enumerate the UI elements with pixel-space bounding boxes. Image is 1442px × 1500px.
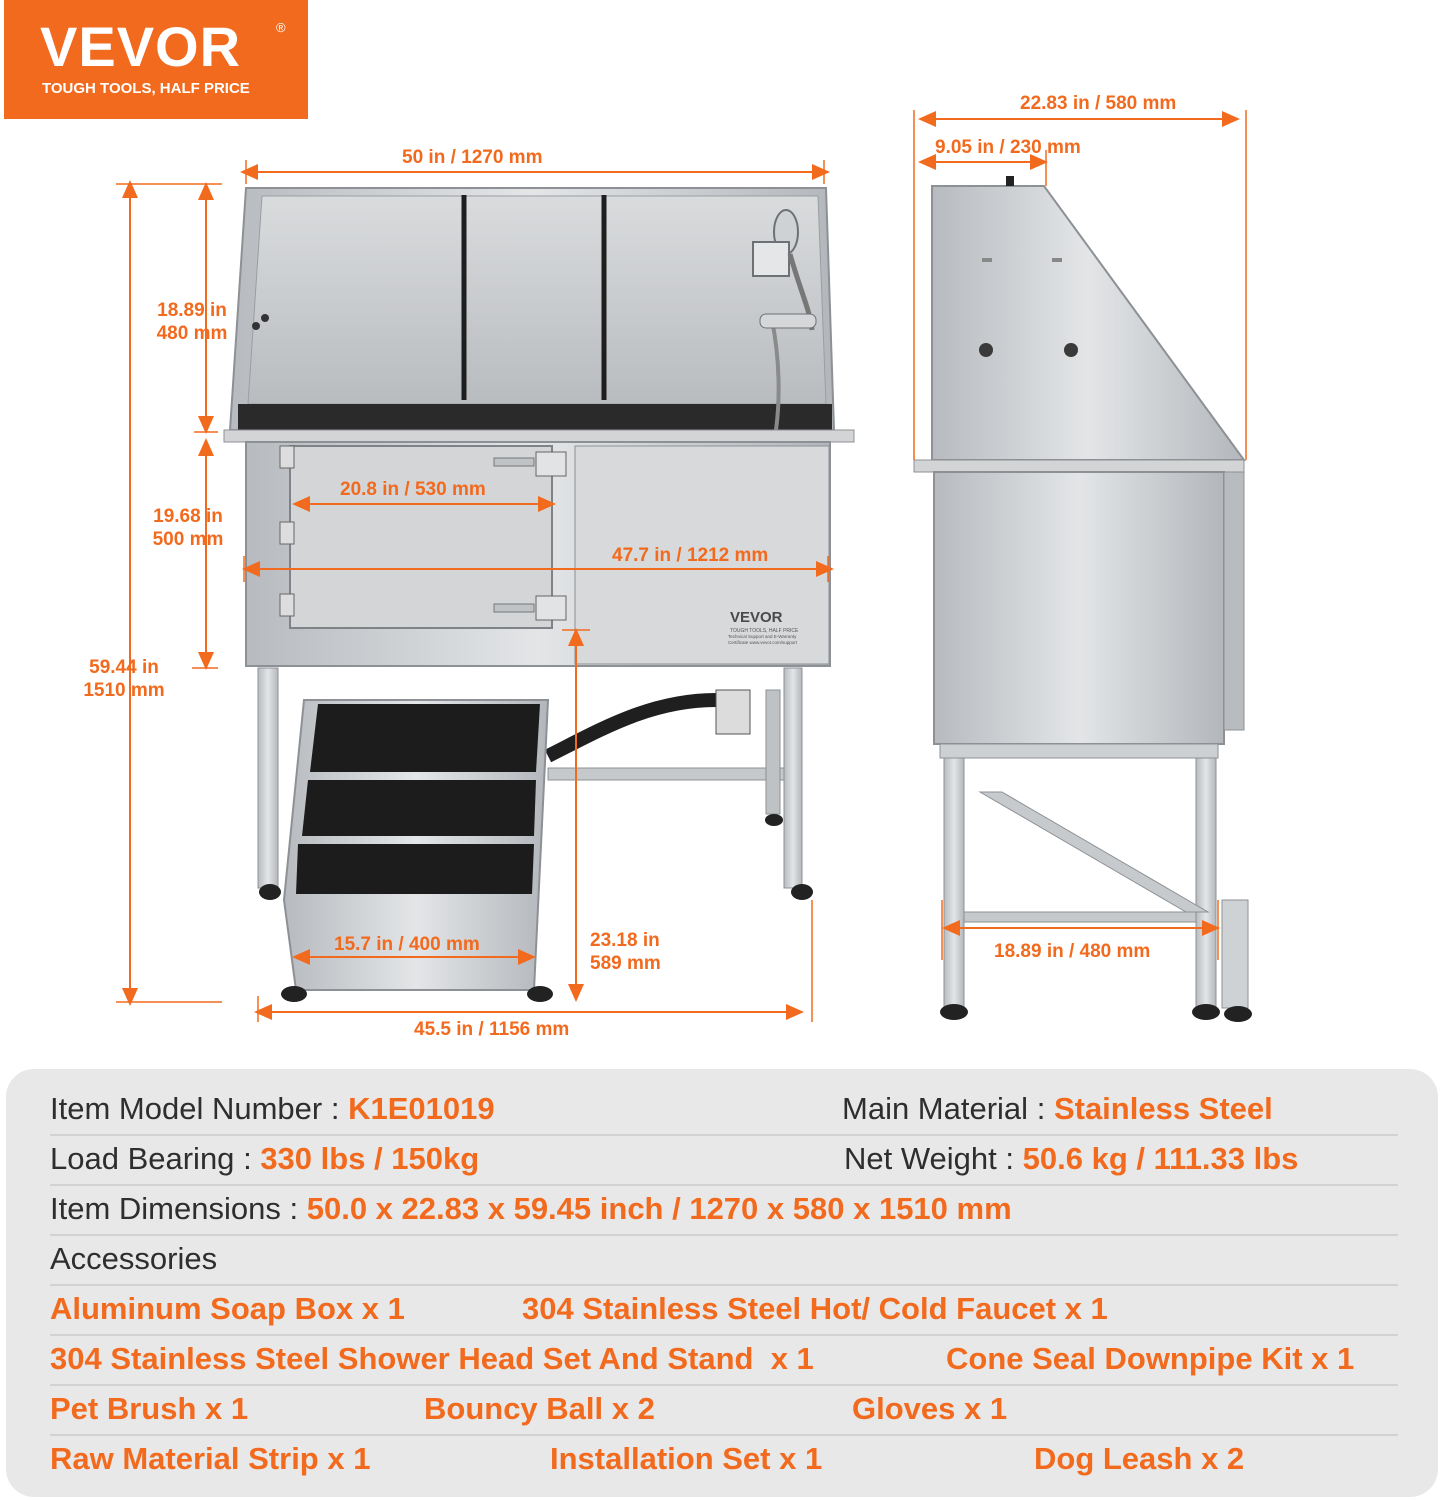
cabinet-height-label (146, 505, 230, 551)
total-height-mm: 1510 mm (83, 680, 165, 701)
registered-mark: ® (276, 20, 286, 35)
accessories-row-4 (50, 1435, 1398, 1484)
spec-panel (6, 1069, 1438, 1497)
tub-front-view (224, 188, 854, 1002)
spec-row-dimensions (50, 1185, 1398, 1236)
dimensions-value: 50.0 x 22.83 x 59.45 inch / 1270 x 580 x 1510 mm (306, 1191, 1012, 1226)
accessory-item: 304 Stainless Steel Hot/ Cold Faucet x 1 (522, 1291, 1108, 1326)
brand-tagline: TOUGH TOOLS, HALF PRICE (42, 80, 250, 97)
accessories-row-3 (50, 1385, 1398, 1436)
spec-row-load (50, 1135, 1398, 1186)
accessory-item: Installation Set x 1 (550, 1441, 823, 1476)
accessory-item: Raw Material Strip x 1 (50, 1441, 371, 1476)
upper-height-inches: 18.89 in (157, 300, 227, 321)
accessories-label: Accessories (50, 1241, 218, 1276)
leg-depth-label: 18.89 in / 480 mm (994, 941, 1151, 962)
base-width-label: 45.5 in / 1156 mm (414, 1019, 570, 1040)
front-width-label: 50 in / 1270 mm (402, 147, 543, 168)
door-width-label: 20.8 in / 530 mm (340, 479, 486, 500)
cabinet-logo: VEVOR (730, 609, 783, 626)
accessory-item: Aluminum Soap Box x 1 (50, 1291, 405, 1326)
accessories-row-2 (50, 1335, 1398, 1386)
accessory-item: Pet Brush x 1 (50, 1391, 249, 1426)
accessory-item: Bouncy Ball x 2 (424, 1391, 655, 1426)
weight-label: Net Weight : 50.6 kg / 111.33 lbs (844, 1141, 1299, 1176)
cabinet-text-1: Technical Support and E-Warranty (728, 634, 797, 639)
cabinet-text-2: Certificate www.vevor.com/support (728, 640, 798, 645)
accessory-item: Cone Seal Downpipe Kit x 1 (946, 1341, 1355, 1376)
material-label: Main Material : Stainless Steel (842, 1091, 1273, 1126)
accessories-row-1 (50, 1285, 1398, 1336)
cabinet-logo-tagline: TOUGH TOOLS, HALF PRICE (730, 628, 799, 634)
bottom-height-mm: 589 mm (590, 953, 661, 974)
accessory-item: Dog Leash x 2 (1034, 1441, 1245, 1476)
spec-row-model (50, 1085, 1398, 1136)
tub-side-view (914, 176, 1252, 1022)
bottom-height-inches: 23.18 in (590, 930, 660, 951)
material-value: Stainless Steel (1053, 1091, 1273, 1126)
accessory-item: Gloves x 1 (852, 1391, 1008, 1426)
cabinet-height-inches: 19.68 in (153, 506, 223, 527)
accessory-item: 304 Stainless Steel Shower Head Set And Stand x 1 (50, 1341, 814, 1376)
side-depth-label: 22.83 in / 580 mm (1020, 93, 1177, 114)
top-depth-label: 9.05 in / 230 mm (935, 137, 1081, 158)
stair-width-label: 15.7 in / 400 mm (334, 934, 480, 955)
weight-value: 50.6 kg / 111.33 lbs (1022, 1141, 1299, 1176)
bottom-height-label (590, 929, 661, 975)
cabinet-height-mm: 500 mm (152, 529, 224, 550)
upper-height-label (150, 299, 234, 345)
model-label: Item Model Number : K1E01019 (50, 1091, 495, 1126)
dimensions-label: Item Dimensions : 50.0 x 22.83 x 59.45 inch / 1270 x 580 x 1510 mm (50, 1191, 1012, 1226)
brand-name: VEVOR (40, 15, 242, 78)
cabinet-width-label: 47.7 in / 1212 mm (612, 545, 769, 566)
load-label: Load Bearing : 330 lbs / 150kg (50, 1141, 480, 1176)
total-height-label (76, 656, 172, 702)
model-value: K1E01019 (348, 1091, 495, 1126)
upper-height-mm: 480 mm (156, 323, 228, 344)
total-height-inches: 59.44 in (89, 657, 159, 678)
load-value: 330 lbs / 150kg (260, 1141, 480, 1176)
spec-row-accessories-heading (50, 1235, 1398, 1286)
